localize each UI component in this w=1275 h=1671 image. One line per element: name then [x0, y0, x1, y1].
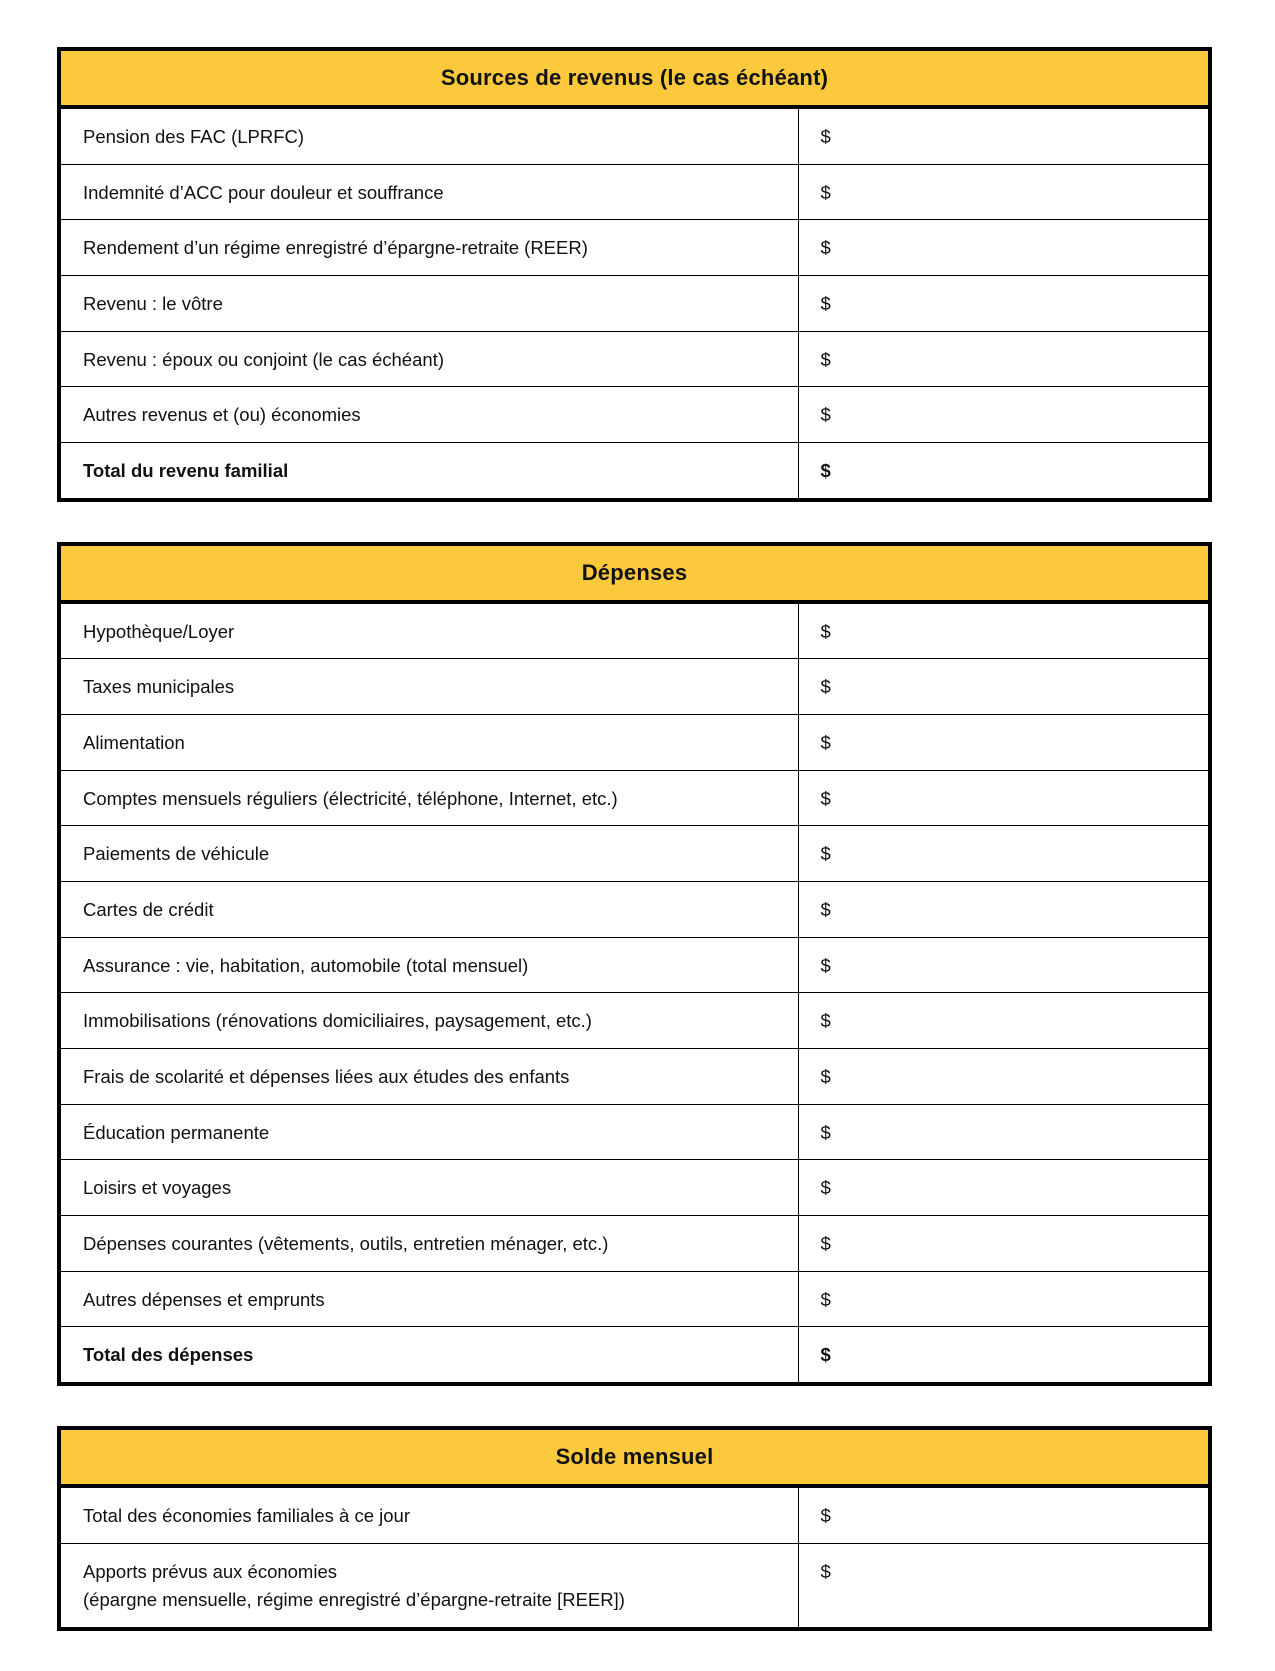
dollar-sign: $ — [820, 1233, 831, 1255]
table-row — [61, 882, 1208, 938]
table-row — [61, 1049, 1208, 1105]
amount-cell — [799, 443, 1208, 498]
row-label: Dépenses courantes (vêtements, outils, entretien ménager, etc.) — [61, 1216, 799, 1271]
dollar-sign: $ — [820, 620, 831, 642]
table-row — [61, 1216, 1208, 1272]
expenses-table — [57, 542, 1212, 1386]
dollar-sign: $ — [820, 899, 831, 921]
expenses-rows — [61, 604, 1208, 1382]
amount-cell — [799, 882, 1208, 937]
table-row — [61, 1272, 1208, 1328]
dollar-sign: $ — [820, 1344, 831, 1366]
dollar-sign: $ — [820, 954, 831, 976]
amount-cell — [799, 1544, 1208, 1627]
row-label: Total des économies familiales à ce jour — [61, 1488, 799, 1543]
amount-cell — [799, 1216, 1208, 1271]
row-label: Pension des FAC (LPRFC) — [61, 109, 799, 164]
monthly-balance-table — [57, 1426, 1212, 1631]
table-row — [61, 659, 1208, 715]
expenses-table-title: Dépenses — [61, 546, 1208, 604]
dollar-sign: $ — [820, 1505, 831, 1527]
income-sources-table — [57, 47, 1212, 502]
amount-cell — [799, 1488, 1208, 1543]
row-label: Immobilisations (rénovations domiciliaires, paysagement, etc.) — [61, 993, 799, 1048]
dollar-sign: $ — [820, 293, 831, 315]
amount-cell — [799, 826, 1208, 881]
row-label: Assurance : vie, habitation, automobile (total mensuel) — [61, 938, 799, 993]
monthly-balance-table-title: Solde mensuel — [61, 1430, 1208, 1488]
row-label: Total du revenu familial — [61, 443, 799, 498]
amount-cell — [799, 332, 1208, 387]
table-row — [61, 604, 1208, 660]
table-row — [61, 1327, 1208, 1382]
table-row — [61, 771, 1208, 827]
row-label: Autres dépenses et emprunts — [61, 1272, 799, 1327]
table-row — [61, 165, 1208, 221]
table-row — [61, 993, 1208, 1049]
row-label: Revenu : le vôtre — [61, 276, 799, 331]
row-label: Hypothèque/Loyer — [61, 604, 799, 659]
row-label: Apports prévus aux économies (épargne mensuelle, régime enregistré d’épargne-retraite [REER]) — [61, 1544, 799, 1627]
monthly-balance-rows — [61, 1488, 1208, 1627]
row-label: Frais de scolarité et dépenses liées aux études des enfants — [61, 1049, 799, 1104]
row-label: Rendement d’un régime enregistré d’épargne-retraite (REER) — [61, 220, 799, 275]
row-label: Éducation permanente — [61, 1105, 799, 1160]
amount-cell — [799, 1327, 1208, 1382]
row-label: Revenu : époux ou conjoint (le cas échéant) — [61, 332, 799, 387]
amount-cell — [799, 220, 1208, 275]
amount-cell — [799, 1049, 1208, 1104]
amount-cell — [799, 165, 1208, 220]
dollar-sign: $ — [820, 1288, 831, 1310]
row-label: Comptes mensuels réguliers (électricité, téléphone, Internet, etc.) — [61, 771, 799, 826]
row-label: Alimentation — [61, 715, 799, 770]
table-row — [61, 826, 1208, 882]
income-sources-table-title: Sources de revenus (le cas échéant) — [61, 51, 1208, 109]
table-row — [61, 1544, 1208, 1627]
dollar-sign: $ — [820, 237, 831, 259]
table-row — [61, 443, 1208, 498]
row-label: Total des dépenses — [61, 1327, 799, 1382]
dollar-sign: $ — [820, 404, 831, 426]
row-label: Loisirs et voyages — [61, 1160, 799, 1215]
dollar-sign: $ — [820, 732, 831, 754]
income-sources-rows — [61, 109, 1208, 498]
table-row — [61, 1105, 1208, 1161]
row-label: Autres revenus et (ou) économies — [61, 387, 799, 442]
dollar-sign: $ — [820, 460, 831, 482]
dollar-sign: $ — [820, 843, 831, 865]
amount-cell — [799, 1272, 1208, 1327]
amount-cell — [799, 771, 1208, 826]
amount-cell — [799, 276, 1208, 331]
table-row — [61, 276, 1208, 332]
table-row — [61, 715, 1208, 771]
dollar-sign: $ — [820, 1066, 831, 1088]
table-row — [61, 109, 1208, 165]
dollar-sign: $ — [820, 1010, 831, 1032]
dollar-sign: $ — [820, 348, 831, 370]
table-row — [61, 332, 1208, 388]
amount-cell — [799, 109, 1208, 164]
dollar-sign: $ — [820, 1177, 831, 1199]
row-label: Indemnité d’ACC pour douleur et souffrance — [61, 165, 799, 220]
amount-cell — [799, 993, 1208, 1048]
dollar-sign: $ — [820, 1121, 831, 1143]
row-label: Paiements de véhicule — [61, 826, 799, 881]
table-row — [61, 938, 1208, 994]
table-row — [61, 1488, 1208, 1544]
table-row — [61, 220, 1208, 276]
table-row — [61, 1160, 1208, 1216]
dollar-sign: $ — [820, 126, 831, 147]
dollar-sign: $ — [820, 676, 831, 698]
dollar-sign: $ — [820, 787, 831, 809]
amount-cell — [799, 1160, 1208, 1215]
row-label: Cartes de crédit — [61, 882, 799, 937]
amount-cell — [799, 1105, 1208, 1160]
amount-cell — [799, 604, 1208, 659]
amount-cell — [799, 659, 1208, 714]
amount-cell — [799, 715, 1208, 770]
row-label: Taxes municipales — [61, 659, 799, 714]
amount-cell — [799, 938, 1208, 993]
dollar-sign: $ — [820, 1560, 831, 1582]
dollar-sign: $ — [820, 181, 831, 203]
amount-cell — [799, 387, 1208, 442]
table-row — [61, 387, 1208, 443]
